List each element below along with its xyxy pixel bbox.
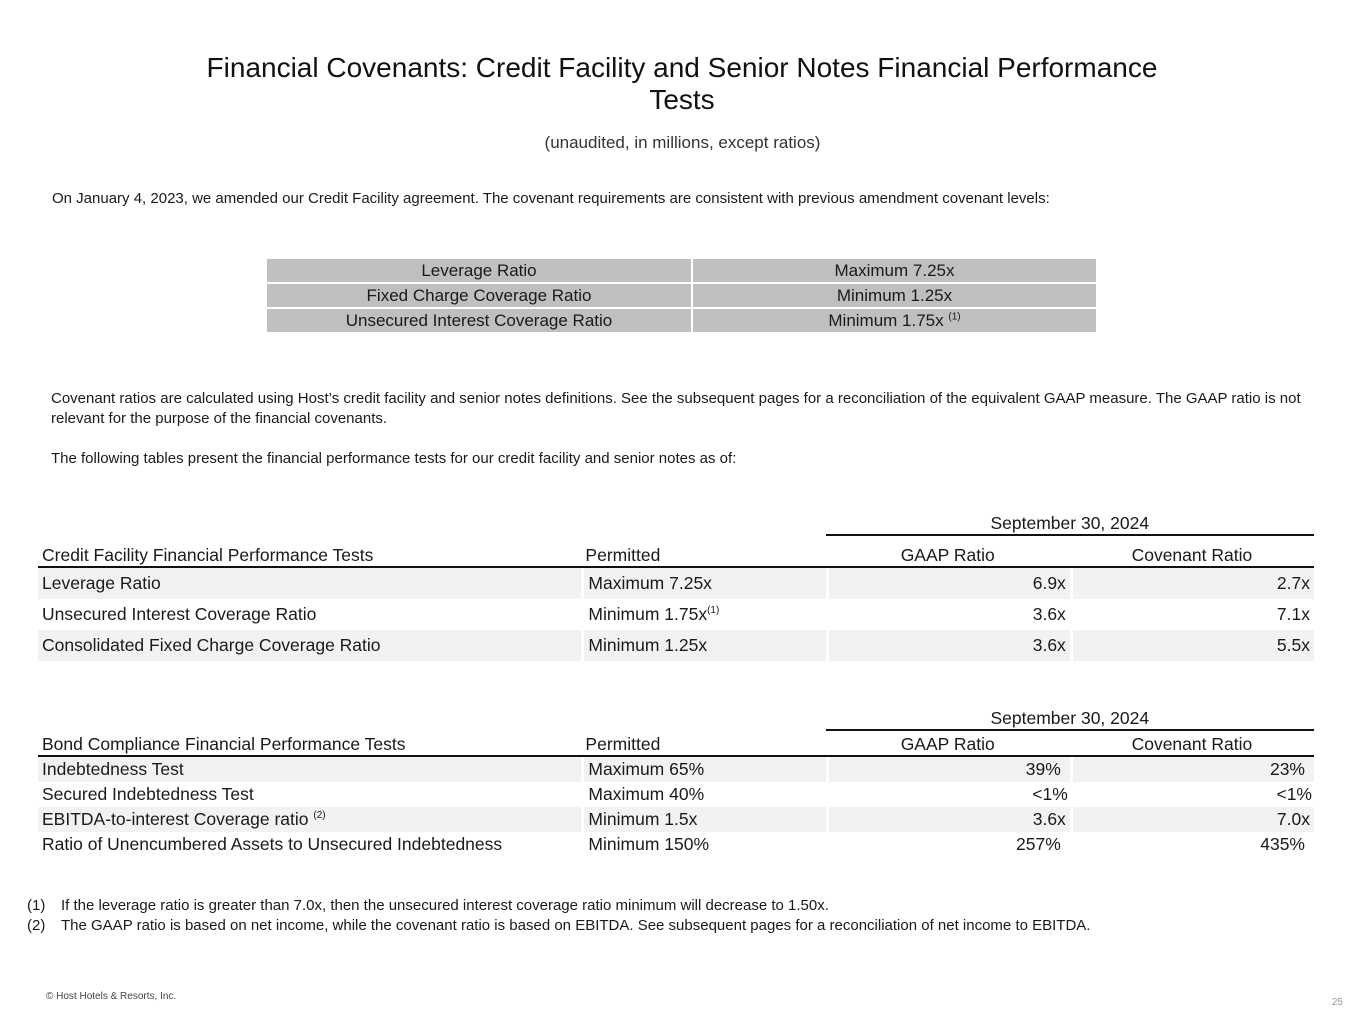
footnotes (27, 896, 1090, 935)
requirement-name: Leverage Ratio (267, 259, 691, 282)
table-row (38, 782, 1314, 807)
gaap-ratio: <1% (826, 782, 1070, 807)
footnote-text: The GAAP ratio is based on net income, while the covenant ratio is based on EBITDA. See subsequent pages for a reconciliation of net income to EBITDA. (61, 916, 1091, 934)
header-gaap-ratio: GAAP Ratio (826, 731, 1070, 757)
test-name: Leverage Ratio (38, 568, 581, 599)
gaap-ratio: 257% (826, 832, 1070, 857)
gaap-ratio: 3.6x (826, 630, 1070, 661)
permitted-value: Minimum $1.75x^{(1)}$ (581, 599, 825, 630)
gaap-ratio: 6.9x (826, 568, 1070, 599)
as-of-date: September 30, 2024 (826, 508, 1314, 536)
test-name: Ratio of Unencumbered Assets to Unsecured Indebtedness (42, 834, 503, 854)
header-covenant-ratio: Covenant Ratio (1070, 536, 1314, 568)
table-row (38, 757, 1314, 782)
footnote-number: (1) (27, 897, 46, 914)
header-covenant-ratio: Covenant Ratio (1070, 731, 1314, 757)
requirement-row (267, 259, 1096, 282)
permitted-value: Maximum 7.25x (581, 568, 825, 599)
test-name: Unsecured Interest Coverage Ratio (42, 604, 317, 624)
gaap-ratio: 3.6x (826, 599, 1070, 630)
footnote-text: If the leverage ratio is greater than 7.0x, then the unsecured interest coverage ratio minimum will decrease to 1.50x. (61, 897, 829, 914)
table-row (38, 832, 1314, 857)
credit-facility-table (38, 508, 1314, 661)
header-gaap-ratio: GAAP Ratio (826, 536, 1070, 568)
table-row (38, 807, 1314, 832)
permitted-value: Minimum 1.25x (581, 630, 825, 661)
definitions-paragraph: Covenant ratios are calculated using Host’s credit facility and senior notes definitions. See the subsequent pages for a reconciliation of the equivalent GAAP measure. The GAAP ratio is not relevant for the purpose of the financial covenants. (51, 390, 1301, 427)
copyright: © Host Hotels & Resorts, Inc. (46, 991, 177, 1002)
bond-compliance-table (38, 703, 1314, 857)
covenant-ratio: 435% (1070, 832, 1314, 857)
page-title: Financial Covenants: Credit Facility and Senior Notes Financial Performance Tests (206, 52, 1158, 115)
requirement-name: Fixed Charge Coverage Ratio (267, 284, 691, 307)
table-header (38, 731, 1314, 757)
page-subtitle: (unaudited, in millions, except ratios) (544, 133, 821, 152)
footnote-ref: (2) (313, 810, 326, 822)
covenant-ratio: 5.5x (1070, 630, 1314, 661)
footnote-ref: (1) (948, 310, 961, 322)
requirement-name: Unsecured Interest Coverage Ratio (267, 309, 691, 332)
table-row (38, 599, 1314, 630)
table-row (38, 568, 1314, 599)
requirement-row (267, 309, 1096, 332)
test-name: Consolidated Fixed Charge Coverage Ratio (38, 630, 581, 661)
permitted-value: Minimum 150% (581, 832, 825, 857)
covenant-ratio: 7.0x (1070, 807, 1314, 832)
footnote-number: (2) (27, 916, 46, 934)
footnote (27, 916, 1090, 936)
test-name: Indebtedness Test (38, 757, 581, 782)
test-name: EBITDA-to-interest Coverage ratio $^{(2)}$ (38, 807, 581, 832)
covenant-ratio: 23% (1070, 757, 1314, 782)
covenant-ratio: <1% (1070, 782, 1314, 807)
header-test-name: Bond Compliance Financial Performance Tests (38, 731, 581, 757)
permitted-value: Maximum 40% (581, 782, 825, 807)
gaap-ratio: 3.6x (826, 807, 1070, 832)
requirement-value: Minimum 1.25x (693, 284, 1096, 307)
gaap-ratio: 39% (826, 757, 1070, 782)
page-number: 25 (1331, 997, 1343, 1008)
as-of-date: September 30, 2024 (826, 703, 1314, 731)
footnote (27, 896, 1090, 916)
header-test-name: Credit Facility Financial Performance Tests (38, 536, 581, 568)
following-paragraph: The following tables present the financial performance tests for our credit facility and senior notes as of: (51, 450, 737, 467)
requirement-value: Minimum 1.75x $^{(1)}$ (693, 309, 1096, 332)
covenant-requirements-table (265, 257, 1098, 334)
requirement-value: Maximum 7.25x (693, 259, 1096, 282)
test-name: Secured Indebtedness Test (42, 784, 254, 804)
footnote-ref: (1) (707, 605, 720, 617)
permitted-value: Maximum 65% (581, 757, 825, 782)
permitted-value: Minimum 1.5x (581, 807, 825, 832)
intro-paragraph: On January 4, 2023, we amended our Credit Facility agreement. The covenant requirements are consistent with previous amendment covenant levels: (52, 190, 1050, 207)
requirement-row (267, 284, 1096, 307)
header-permitted: Permitted (581, 536, 825, 568)
covenant-ratio: 2.7x (1070, 568, 1314, 599)
table-row (38, 630, 1314, 661)
covenant-ratio: 7.1x (1070, 599, 1314, 630)
header-permitted: Permitted (581, 731, 825, 757)
table-header (38, 536, 1314, 568)
